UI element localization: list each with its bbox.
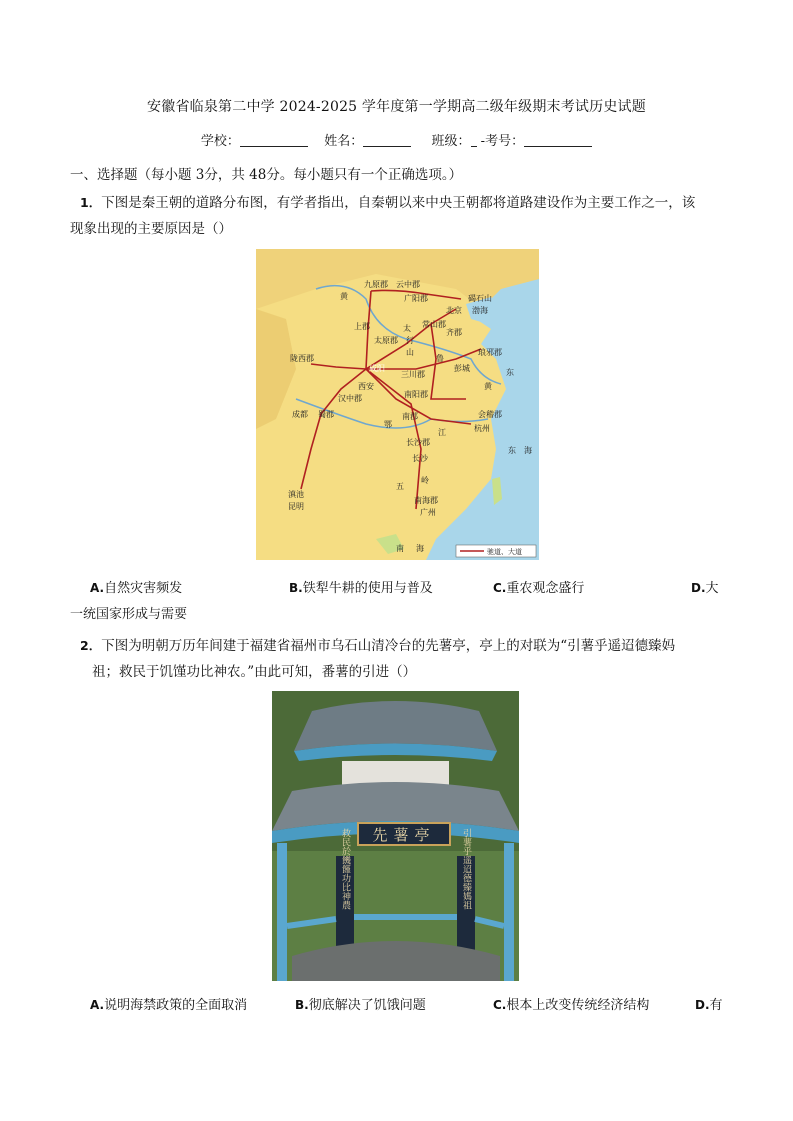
- q1-stem-line2: 现象出现的主要原因是（）: [70, 221, 232, 237]
- label-shu: 蜀郡: [318, 410, 334, 419]
- label-hanzhong: 汉中郡: [338, 394, 362, 403]
- label-ling: 岭: [421, 476, 429, 485]
- label-xian: 西安: [358, 382, 374, 391]
- label-shan: 山: [406, 348, 414, 357]
- label-changsha2: 长沙: [412, 454, 428, 463]
- label-jiuyuan: 九原郡: [364, 280, 388, 289]
- label-donghai: 东: [508, 446, 516, 455]
- exam-no-label: -考号：: [480, 134, 525, 149]
- label-kunming: 昆明: [288, 502, 304, 511]
- q1-option-c[interactable]: C.重农观念盛行: [493, 581, 585, 596]
- label-pengcheng: 彭城: [454, 364, 470, 373]
- q1-option-b[interactable]: B.铁犁牛耕的使用与普及: [289, 581, 433, 596]
- label-lu: 鲁: [436, 354, 444, 363]
- label-jieshi: 碣石山: [468, 294, 492, 303]
- qin-road-map: [256, 249, 539, 560]
- label-huanghai: 黄: [484, 382, 492, 391]
- label-xing: 行: [406, 336, 414, 345]
- question-1: [70, 190, 725, 242]
- label-taixing: 太: [403, 324, 411, 333]
- label-hangzhou: 杭州: [474, 424, 490, 433]
- couplet-left-text: 救民於饑饉功比神農: [340, 828, 350, 910]
- q1-option-d[interactable]: D.大: [691, 581, 719, 596]
- q1-option-a[interactable]: A.自然灾害频发: [90, 581, 183, 596]
- label-hai: 海: [524, 446, 532, 455]
- label-nan: 南郡: [402, 412, 418, 421]
- label-taiyuan: 太原郡: [374, 336, 398, 345]
- q2-option-d[interactable]: D.有: [695, 998, 723, 1013]
- plaque-text: 先薯亭: [372, 826, 436, 844]
- exam-no-blank[interactable]: [524, 132, 592, 147]
- label-jiang: 江: [438, 428, 446, 437]
- label-sanchuan: 三川郡: [401, 370, 425, 379]
- label-langya: 琅邪郡: [478, 348, 502, 357]
- couplet-right-text: 引薯乎遥迢德臻媽祖: [461, 828, 471, 910]
- name-blank[interactable]: [363, 132, 411, 147]
- school-label: 学校：: [200, 134, 240, 149]
- exam-title: 安徽省临泉第二中学 2024-2025 学年度第一学期高二级年级期末考试历史试题: [147, 99, 646, 115]
- label-xianyang: 咸阳: [369, 364, 385, 373]
- label-huang: 黄: [340, 292, 348, 301]
- label-changshan: 常山郡: [422, 320, 446, 329]
- pillar-left: [277, 843, 287, 981]
- class-blank[interactable]: [471, 132, 477, 147]
- q2-option-b[interactable]: B.彻底解决了饥饿问题: [295, 998, 426, 1013]
- q1-stem-line1: 下图是秦王朝的道路分布图，有学者指出，自秦朝以来中央王朝都将道路建设作为主要工作之一，该: [101, 195, 696, 211]
- label-bohai: 渤海: [472, 306, 488, 315]
- label-guangzhou: 广州: [420, 508, 436, 517]
- label-nanhai: 南海郡: [414, 496, 438, 505]
- label-nanhaisea: 南: [396, 544, 404, 553]
- label-qi: 齐郡: [446, 328, 462, 337]
- label-shang: 上郡: [354, 322, 370, 331]
- label-haisea: 海: [416, 544, 424, 553]
- section-heading: 一、选择题（每小题 3分，共 48分。每小题只有一个正确选项。）: [70, 167, 463, 183]
- label-changsha: 长沙郡: [406, 438, 430, 447]
- label-dian: 滇池: [288, 490, 304, 499]
- q1-option-d-continued: 一统国家形成与需要: [70, 607, 188, 622]
- label-guangyang: 广阳郡: [404, 294, 428, 303]
- q2-stem-line1: 下图为明朝万历年间建于福建省福州市乌石山清冷台的先薯亭，亭上的对联为“引薯乎遥迢德臻妈: [101, 638, 676, 654]
- map-legend-text: 驰道、大道: [487, 548, 522, 556]
- label-beijing: 北京: [446, 306, 462, 315]
- label-yunzhong: 云中郡: [396, 280, 420, 289]
- label-dong: 东: [506, 368, 514, 377]
- name-label: 姓名：: [324, 134, 364, 149]
- pillar-right: [504, 843, 514, 981]
- q2-number: 2．: [80, 638, 102, 653]
- label-nanyang: 南阳郡: [404, 390, 428, 399]
- label-longxi: 陇西郡: [290, 354, 314, 363]
- student-info-line: [0, 130, 793, 149]
- label-wu: 五: [396, 482, 404, 491]
- class-label: 班级：: [431, 134, 471, 149]
- q2-option-a[interactable]: A.说明海禁政策的全面取消: [90, 998, 248, 1013]
- xianshu-pavilion-photo: [272, 691, 519, 981]
- q2-stem-line2: 祖；救民于饥馑功比神农。”由此可知，番薯的引进（）: [92, 664, 417, 680]
- q2-option-c[interactable]: C.根本上改变传统经济结构: [493, 998, 650, 1013]
- label-chengdu: 成都: [292, 410, 308, 419]
- q1-number: 1．: [80, 195, 102, 210]
- upper-roof: [294, 701, 497, 751]
- label-ying: 鄂: [384, 420, 392, 429]
- question-2: [70, 633, 725, 685]
- school-blank[interactable]: [240, 132, 308, 147]
- label-kuaiji: 会稽郡: [478, 410, 502, 419]
